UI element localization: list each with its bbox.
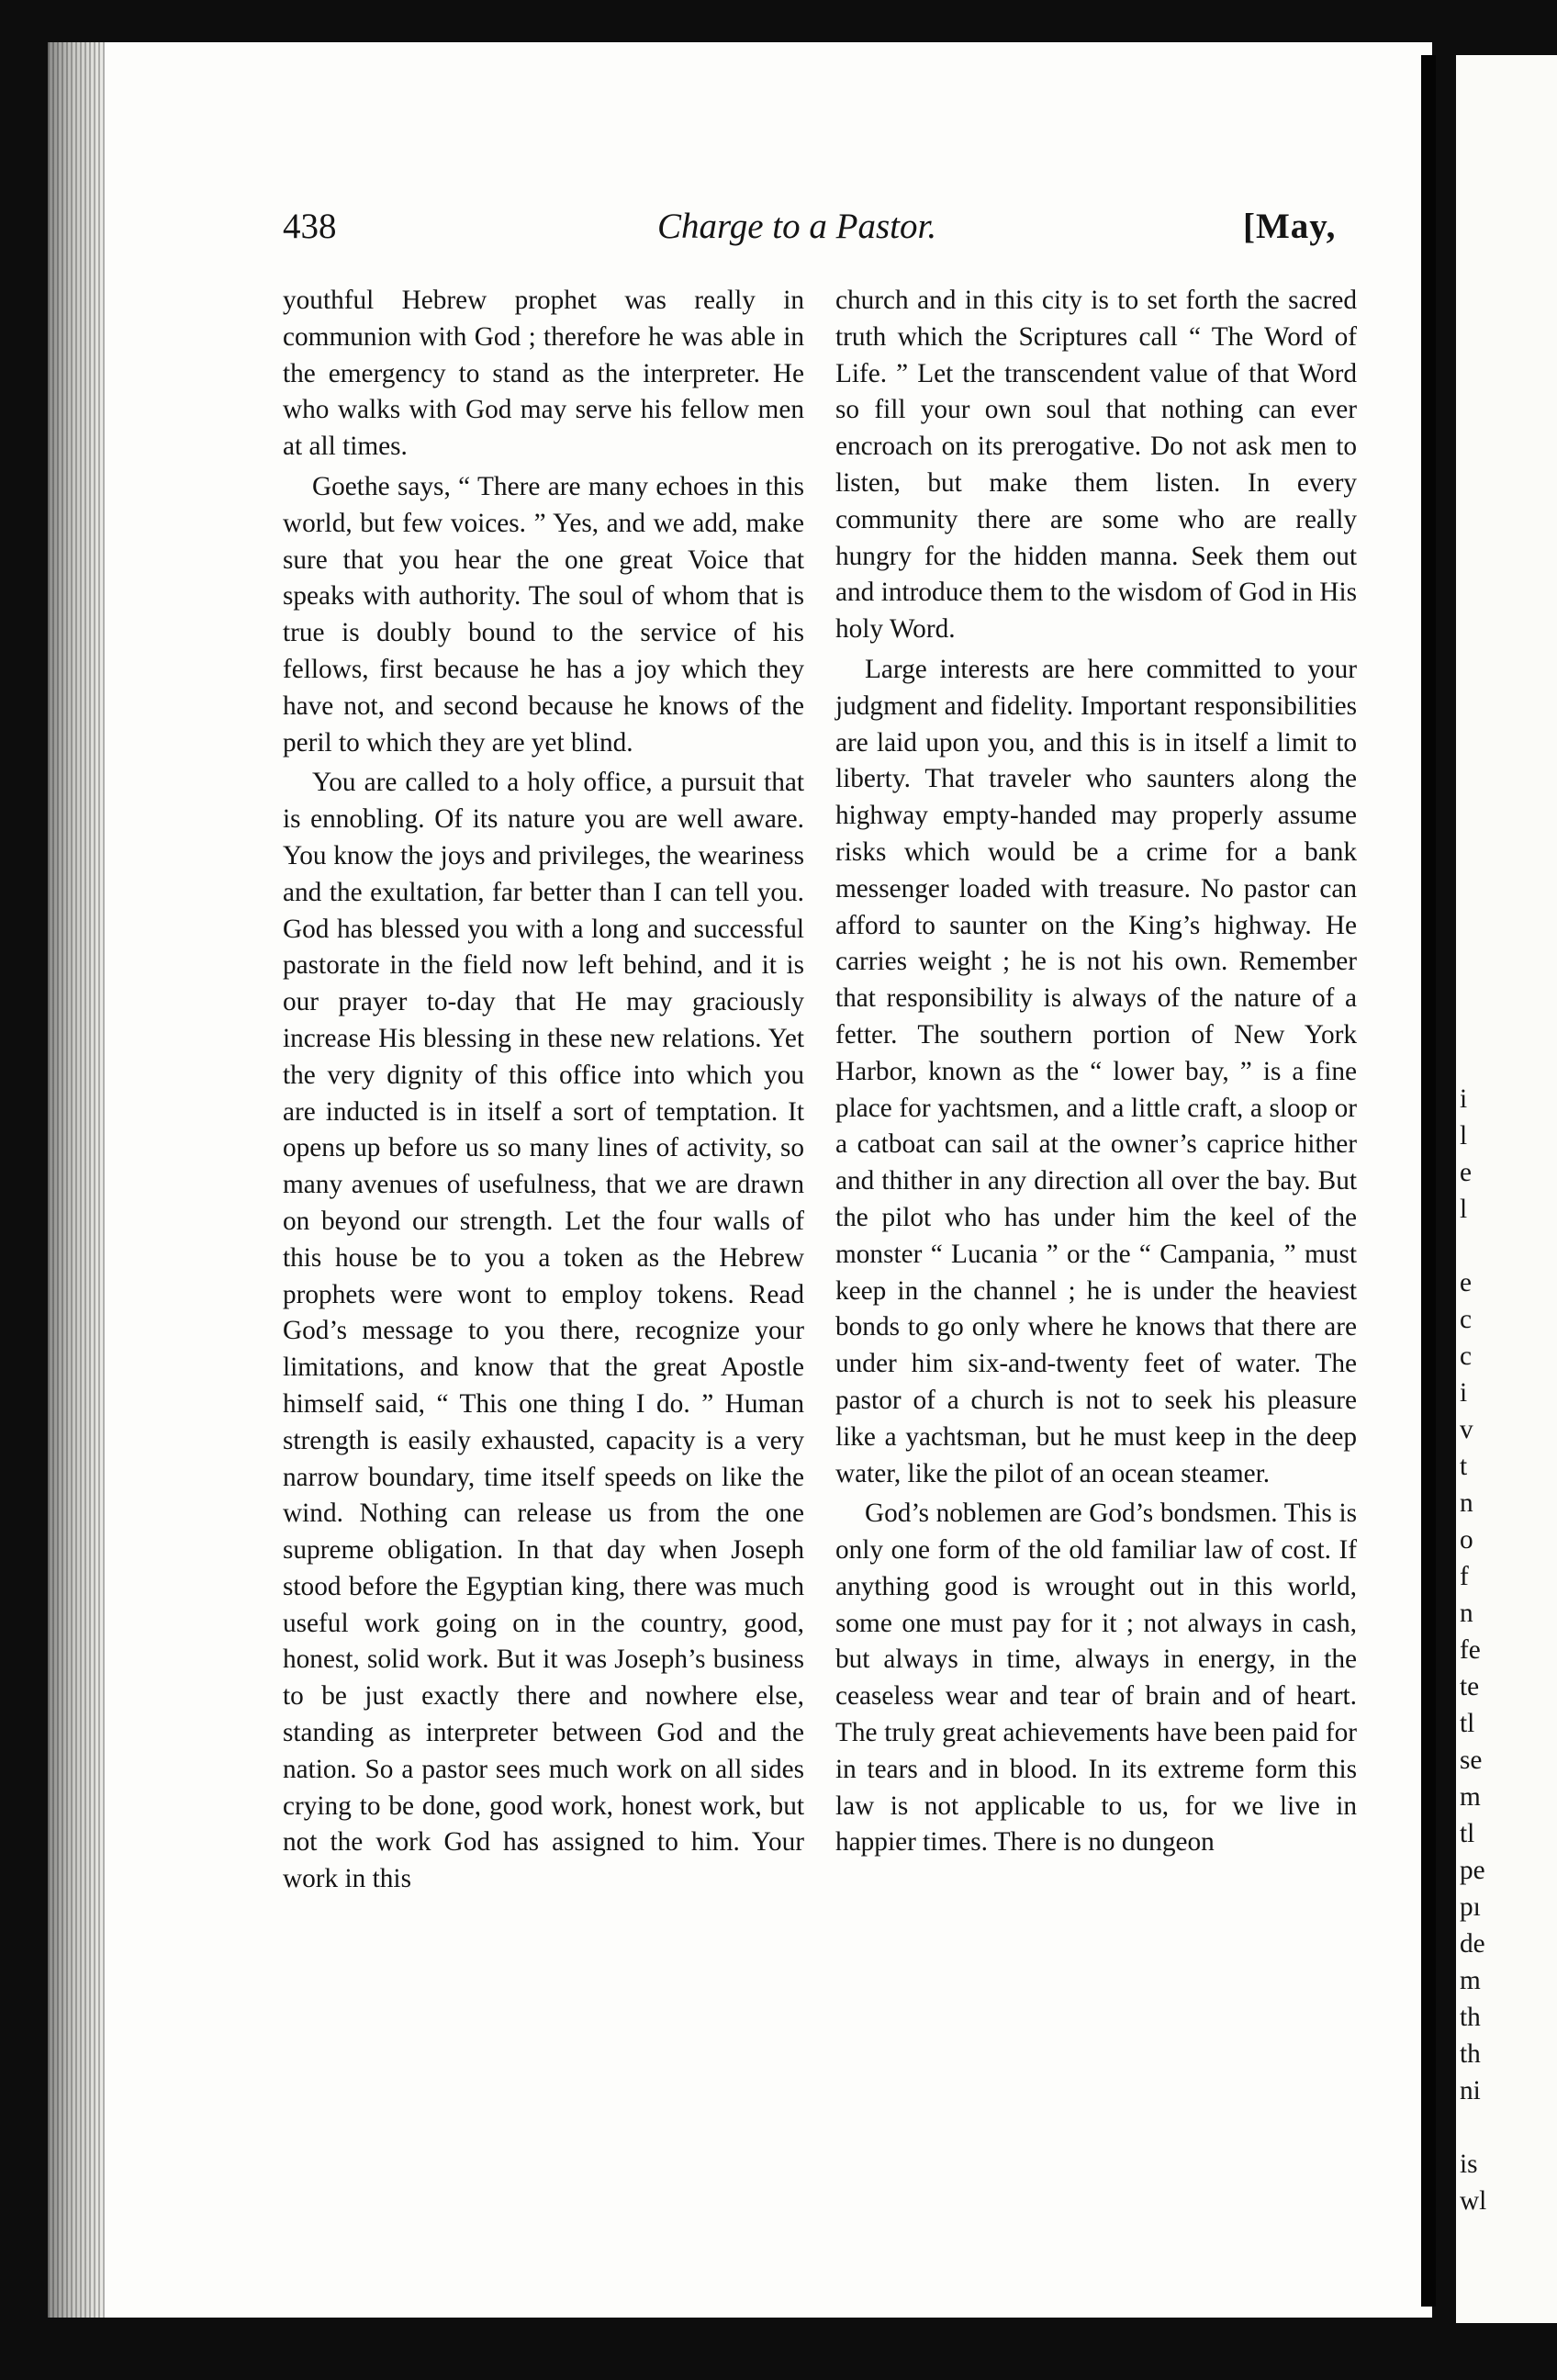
facing-page-fragment: pe xyxy=(1460,1856,1485,1885)
facing-page-fragment: m xyxy=(1460,1782,1481,1812)
facing-page-fragment: c xyxy=(1460,1305,1473,1334)
facing-page-fragment: tl xyxy=(1460,1709,1475,1738)
page-number: 438 xyxy=(283,207,337,246)
facing-page-fragment: t xyxy=(1460,1452,1468,1481)
facing-page-fragment: wl xyxy=(1460,2186,1487,2216)
book-page xyxy=(48,42,1432,2318)
facing-page-fragment: th xyxy=(1460,2003,1481,2032)
running-title: Charge to a Pastor. xyxy=(657,207,937,246)
binding-gutter xyxy=(1421,55,1436,2307)
facing-page-fragment: tl xyxy=(1460,1819,1475,1848)
facing-page-fragment: v xyxy=(1460,1415,1473,1444)
facing-page-fragment: i xyxy=(1460,1084,1468,1114)
paragraph: Large interests are here committed to your judgment and fidelity. Important responsibilities are laid upon you, and this is in itself a limit to liberty. That traveler who saunters along the highway empty-handed may properly assume risks which would be a crime for a bank messenger loaded with treasure. No pastor can afford to saunter on the King’s highway. He carries weight ; he is not his own. Remember that responsibility is always of the nature of a fetter. The southern portion of New York Harbor, known as the “ lower bay, ” is a fine place for yachtsmen, and a little craft, a sloop or a catboat can sail at the owner’s caprice hither and thither in any direction all over the bay. But the pilot who has under him the keel of the monster “ Lucania ” or the “ Campania, ” must keep in the channel ; he is under the heaviest bonds to go only where he knows that there are under him six-and-twenty feet of water. The pastor of a church is not to seek his pleasure like a yachtsman, but he must keep in the deep water, like the pilot of an ocean steamer. xyxy=(835,654,1357,1488)
facing-page-fragment: pı xyxy=(1460,1892,1481,1922)
paragraph: You are called to a holy office, a pursuit that is ennobling. Of its nature you are well aware. You know the joys and privileges, the weariness and the exultation, far better than I can tell you. God has blessed you with a long and successful pastorate in the field now left behind, and it is our prayer to-day that He may graciously increase His blessing in these new relations. Yet the very dignity of this office into which you are inducted is in itself a sort of temptation. It opens up before us so many lines of activity, so many avenues of usefulness, that we are drawn on beyond our strength. Let the four walls of this house be to you a token as the Hebrew prophets were wont to employ tokens. Read God’s message to you there, recognize your limitations, and know that the great Apostle himself said, “ This one thing I do. ” Human strength is easily exhausted, capacity is a very narrow boundary, time itself speeds on like the wind. Nothing can release us from the one supreme obligation. In that day when Joseph stood before the Egyptian king, there was much useful work going on in the country, good, honest, solid work. But it was Joseph’s business to be just exactly there and nowhere else, standing as interpreter between God and the nation. So a pastor sees much work on all sides crying to be done, good work, honest work, but not the work God has assigned to him. Your work in this xyxy=(283,768,804,1894)
facing-page-fragment: de xyxy=(1460,1929,1485,1959)
facing-page-fragment: e xyxy=(1460,1158,1473,1187)
facing-page-fragment: c xyxy=(1460,1342,1473,1371)
facing-page-fragment: ni xyxy=(1460,2076,1481,2105)
month-tag: [May, xyxy=(1243,207,1337,246)
facing-page-fragment: l xyxy=(1460,1195,1468,1224)
page-edge-shading xyxy=(48,42,105,2318)
paragraph: Goethe says, “ There are many echoes in this world, but few voices. ” Yes, and we add, make sure that you hear the one great Voice that speaks with authority. The soul of whom that is true is doubly bound to the service of his fellows, first because he has a joy which they have not, and second because he knows of the peril to which they are yet blind. xyxy=(283,471,804,758)
facing-page-fragment: is xyxy=(1460,2150,1478,2179)
facing-page-fragment: th xyxy=(1460,2039,1481,2069)
paragraph: God’s noblemen are God’s bondsmen. This is only one form of the old familiar law of cost. If anything good is wrought out in this world, some one must pay for it ; not always in cash, but always in time, always in energy, in the ceaseless wear and tear of brain and of heart. The truly great achievements have been paid for in tears and in blood. In its extreme form this law is not applicable to us, for we live in happier times. There is no dungeon xyxy=(835,1499,1357,1858)
facing-page-fragment: te xyxy=(1460,1672,1480,1701)
facing-page-sliver xyxy=(1456,55,1557,2323)
facing-page-fragment: fe xyxy=(1460,1635,1481,1665)
facing-page-fragment: f xyxy=(1460,1562,1469,1591)
paragraph: youthful Hebrew prophet was really in communion with God ; therefore he was able in the emergency to stand as the interpreter. He who walks with God may serve his fellow men at all times. xyxy=(283,286,804,462)
facing-page-fragment: i xyxy=(1460,1378,1468,1408)
facing-page-fragment: se xyxy=(1460,1746,1483,1775)
facing-page-fragment: e xyxy=(1460,1268,1473,1297)
facing-page-fragment: n xyxy=(1460,1599,1473,1628)
paragraph: church and in this city is to set forth the sacred truth which the Scriptures call “ The Word of Life. ” Let the transcendent value of that Word so fill your own soul that nothing can ever encroach on its prerogative. Do not ask men to listen, but make them listen. In every community there are some who are really hungry for the hidden manna. Seek them out and introduce them to the wisdom of God in His holy Word. xyxy=(835,286,1357,645)
facing-page-fragment: l xyxy=(1460,1121,1468,1151)
facing-page-fragment: m xyxy=(1460,1966,1481,1995)
facing-page-fragment: n xyxy=(1460,1488,1473,1518)
right-column xyxy=(835,283,1357,1861)
left-column xyxy=(283,283,804,1898)
facing-page-fragment: o xyxy=(1460,1525,1473,1555)
